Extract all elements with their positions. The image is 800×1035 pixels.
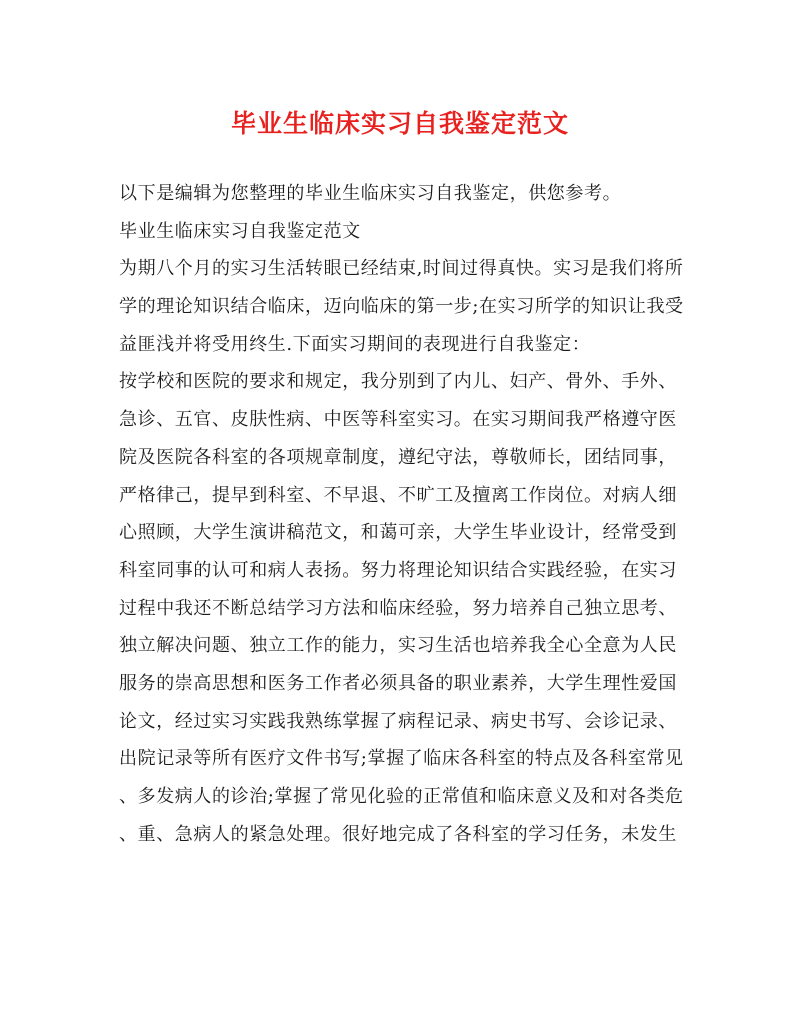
body-line: 急诊、五官、皮肤性病、中医等科室实习。在实习期间我严格遵守医 bbox=[119, 409, 677, 431]
body-line: 为期八个月的实习生活转眼已经结束,时间过得真快。实习是我们将所 bbox=[119, 258, 684, 280]
body-line: 出院记录等所有医疗文件书写;掌握了临床各科室的特点及各科室常见 bbox=[119, 748, 684, 770]
body-line: 毕业生临床实习自我鉴定范文 bbox=[119, 220, 361, 242]
body-line: 按学校和医院的要求和规定，我分别到了内儿、妇产、骨外、手外、 bbox=[119, 371, 677, 393]
body-line: 过程中我还不断总结学习方法和临床经验，努力培养自己独立思考、 bbox=[119, 597, 677, 619]
body-line: 以下是编辑为您整理的毕业生临床实习自我鉴定，供您参考。 bbox=[119, 183, 622, 204]
document-body bbox=[119, 175, 689, 853]
document-title: 毕业生临床实习自我鉴定范文 bbox=[230, 109, 569, 138]
body-line: 、多发病人的诊治;掌握了常见化验的正常值和临床意义及和对各类危 bbox=[119, 786, 684, 807]
body-line: 论文，经过实习实践我熟练掌握了病程记录、病史书写、会诊记录、 bbox=[119, 710, 677, 732]
body-line: 独立解决问题、独立工作的能力，实习生活也培养我全心全意为人民 bbox=[119, 635, 677, 657]
body-line: 益匪浅并将受用终生.下面实习期间的表现进行自我鉴定： bbox=[119, 333, 591, 355]
body-line: 科室同事的认可和病人表扬。努力将理论知识结合实践经验，在实习 bbox=[119, 559, 677, 581]
body-line: 服务的崇高思想和医务工作者必须具备的职业素养，大学生理性爱国 bbox=[119, 672, 677, 694]
body-line: 、重、急病人的紧急处理。很好地完成了各科室的学习任务，未发生 bbox=[119, 823, 677, 845]
body-line: 院及医院各科室的各项规章制度，遵纪守法，尊敬师长，团结同事， bbox=[119, 446, 677, 468]
body-line: 严格律己，提早到科室、不早退、不旷工及擅离工作岗位。对病人细 bbox=[119, 484, 677, 506]
body-line: 学的理论知识结合临床，迈向临床的第一步;在实习所学的知识让我受 bbox=[119, 296, 684, 318]
body-line: 心照顾，大学生演讲稿范文，和蔼可亲，大学生毕业设计，经常受到 bbox=[119, 522, 677, 544]
